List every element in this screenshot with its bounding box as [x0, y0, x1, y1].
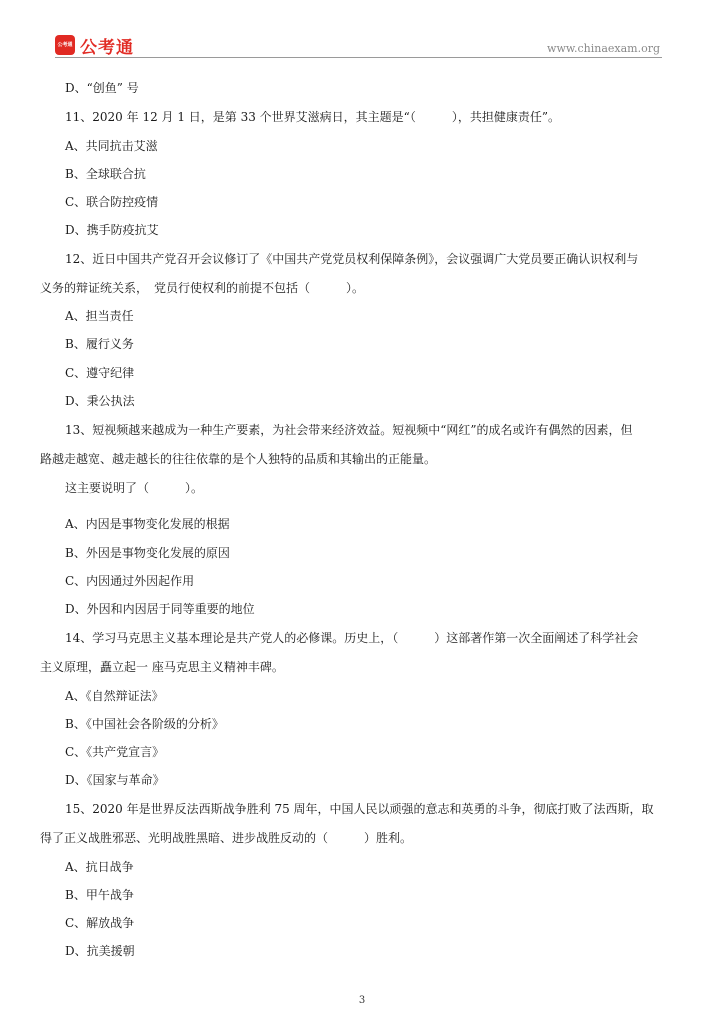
- option-15-c: C、解放战争: [65, 916, 135, 930]
- option-15-d: D、抗美援朝: [65, 944, 135, 958]
- option-13-c: C、内因通过外因起作用: [65, 574, 195, 588]
- logo-badge-icon: 公考通: [55, 35, 75, 55]
- question-14-line-2: 主义原理，矗立起一 座马克思主义精神丰碑。: [40, 660, 284, 674]
- option-13-d: D、外因和内因居于同等重要的地位: [65, 602, 255, 616]
- option-12-a: A、担当责任: [65, 309, 134, 323]
- question-13-line-1: 13、短视频越来越成为一种生产要素，为社会带来经济效益。短视频中“网红”的成名或许有偶然的因素，但: [65, 423, 633, 437]
- brand-logo: [55, 34, 134, 56]
- question-12-line-2: 义务的辩证统关系， 党员行使权利的前提不包括（ ）。: [40, 281, 365, 295]
- question-13-prompt: 这主要说明了（ ）。: [65, 481, 204, 495]
- question-13-line-2: 路越走越宽、越走越长的往往依靠的是个人独特的品质和其输出的正能量。: [40, 452, 437, 466]
- option-13-a: A、内因是事物变化发展的根据: [65, 517, 230, 531]
- option-11-d: D、携手防疫抗艾: [65, 223, 159, 237]
- option-10-d: D、“创鱼” 号: [65, 81, 139, 95]
- site-url[interactable]: www.chinaexam.org: [547, 42, 660, 55]
- page-number: 3: [358, 995, 366, 1006]
- option-14-d: D、《国家与革命》: [65, 773, 165, 787]
- option-12-c: C、遵守纪律: [65, 366, 135, 380]
- option-13-b: B、外因是事物变化发展的原因: [65, 546, 230, 560]
- question-14-line-1: 14、学习马克思主义基本理论是共产党人的必修课。历史上，（ ）这部著作第一次全面阐述了科学社会: [65, 631, 639, 645]
- page-header: [0, 0, 724, 62]
- option-14-c: C、《共产党宣言》: [65, 745, 165, 759]
- option-12-b: B、履行义务: [65, 337, 134, 351]
- question-11: 11、2020 年 12 月 1 日，是第 33 个世界艾滋病日，其主题是“（ ），共担健康责任”。: [65, 110, 560, 124]
- question-15-line-1: 15、2020 年是世界反法西斯战争胜利 75 周年，中国人民以顽强的意志和英勇的斗争，彻底打败了法西斯，取: [65, 802, 654, 816]
- option-11-c: C、联合防控疫情: [65, 195, 159, 209]
- header-divider: [55, 57, 662, 58]
- option-15-b: B、甲午战争: [65, 888, 134, 902]
- option-14-a: A、《自然辩证法》: [65, 689, 164, 703]
- option-11-a: A、共同抗击艾滋: [65, 139, 158, 153]
- question-15-line-2: 得了正义战胜邪恶、光明战胜黑暗、进步战胜反动的（ ）胜利。: [40, 831, 413, 845]
- option-15-a: A、抗日战争: [65, 860, 134, 874]
- option-14-b: B、《中国社会各阶级的分析》: [65, 717, 224, 731]
- option-11-b: B、全球联合抗: [65, 167, 146, 181]
- question-12-line-1: 12、近日中国共产党召开会议修订了《中国共产党党员权利保障条例》，会议强调广大党员要正确认识权利与: [65, 252, 639, 266]
- option-12-d: D、秉公执法: [65, 394, 135, 408]
- logo-text: 公考通: [80, 37, 134, 58]
